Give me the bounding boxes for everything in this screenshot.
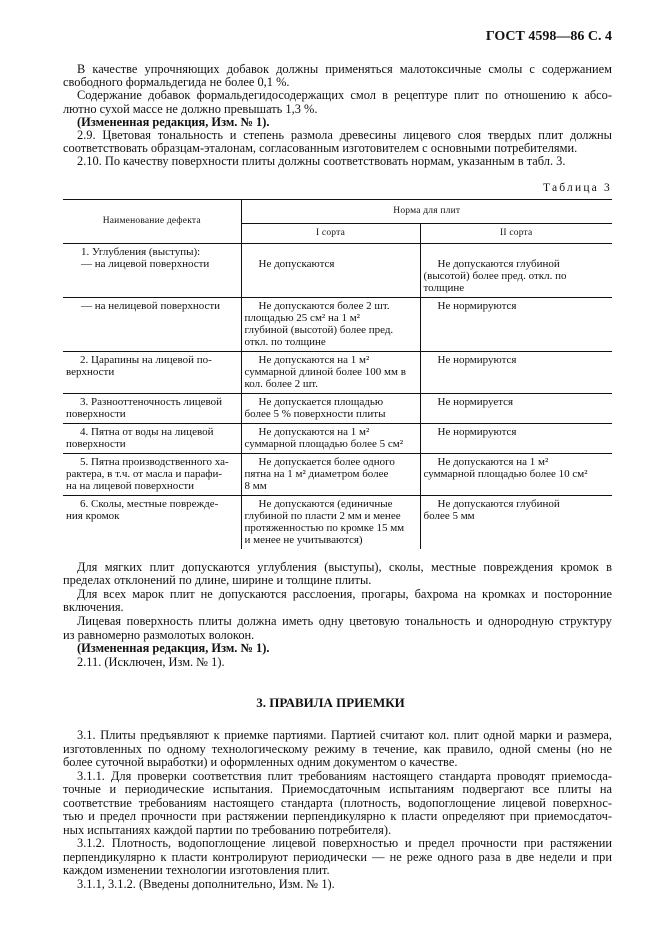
paragraph-line: В качестве упрочняющих добавок должны применяться малотоксичные смолы с содержанием (77, 62, 612, 76)
cell-defect: 1. Углубления (выступы): — на лицевой поверхности (63, 243, 241, 297)
table-row (63, 495, 612, 549)
table-row (63, 351, 612, 393)
cell-grade2: Не нормируется (437, 395, 514, 408)
col-header-defect: Наименование дефекта (63, 199, 241, 243)
cell-grade2: Не нормируются (420, 297, 612, 351)
cell-defect: 6. Сколы, местные поврежде- ния кромок (63, 495, 241, 549)
paragraph-line: Для мягких плит допускаются углубления (выступы), сколы, местные повреждения кромок в (77, 559, 612, 574)
paragraph-line: соответствовать образцам-эталонам, согласованным изготовителем с основными потребителями. (63, 141, 578, 156)
table-header-row (63, 199, 612, 223)
paragraph-line: 2.10. По качеству поверхности плиты должны соответствовать нормам, указанным в табл. 3. (77, 154, 566, 169)
cell-grade2: Не нормируются (437, 353, 517, 366)
cell-defect: 3. Разнооттеночность лицевой поверхности (63, 393, 241, 423)
col-header-grade2: II сорта (500, 227, 533, 238)
paragraph-line: каждом изменении технологии изготовления плит. (63, 863, 330, 878)
cell-grade1: Не допускаются на 1 м² суммарной площадью более 5 см² (241, 423, 420, 453)
cell-grade2: Не допускаются глубиной более 5 мм (423, 497, 560, 522)
paragraph-line: 2.11. (Исключен, Изм. № 1). (77, 654, 225, 669)
cell-grade1: Не допускаются на 1 м² суммарной длиной более 100 мм в кол. более 2 шт. (241, 351, 420, 393)
cell-grade1: Не допускаются (241, 243, 420, 297)
paragraph-line: соответствие требованиям настоящего стандарта (плотность, водопоглощение лицевой поверхнос- (63, 795, 612, 810)
paragraph-line: Содержание добавок формальдегидосодержащих смол в рецептуре плит по отношению к абсо- (77, 88, 612, 103)
paragraph-line: Лицевая поверхность плиты должна иметь одну цветовую тональность и однородную структуру (77, 614, 612, 628)
cell-grade2: Не допускаются глубиной (высотой) более пред. откл. по толщине (423, 257, 567, 294)
cell-grade2: Не допускаются на 1 м² суммарной площадью более 10 см² (423, 455, 588, 480)
section-heading: 3. ПРАВИЛА ПРИЕМКИ (256, 695, 405, 711)
paragraph-line: лютно сухой массе не должно превышать 1,3 %. (63, 101, 318, 116)
paragraph-line: 3.1.1, 3.1.2. (Введены дополнительно, Изм. № 1). (77, 876, 335, 891)
col-header-grade1: I сорта (241, 223, 420, 243)
cell-grade2: Не нормируются (437, 425, 517, 438)
table-row (63, 297, 612, 351)
table-row (63, 393, 612, 423)
cell-grade1: Не допускается площадью более 5 % поверхности плиты (241, 393, 420, 423)
paragraph-line: пределах отклонений по длине, ширине и толщине плиты. (63, 573, 372, 588)
col-header-norm: Норма для плит (241, 199, 612, 223)
amendment-note-line: (Измененная редакция, Изм. № 1). (77, 641, 270, 656)
paragraph-line: включения. (63, 600, 124, 615)
cell-grade1: Не допускается более одного пятна на 1 м² диаметром более 8 мм (241, 453, 420, 495)
table-row (63, 423, 612, 453)
paragraph-line: более суточной выработки) и оформленных одним документом о качестве. (63, 755, 458, 770)
cell-grade1: Не допускаются (единичные глубиной по пласти 2 мм и менее протяженностью по кромке 15 мм и менее не учитываются) (241, 495, 420, 549)
paragraph-line: 3.1. Плиты предъявляют к приемке партиями. Партией считают кол. плит одной марки и размера, (77, 728, 612, 743)
section3-text (63, 729, 612, 891)
table-row (63, 453, 612, 495)
paragraph-line: Для всех марок плит не допускаются расслоения, прогары, бахрома на кромках и посторонние (77, 586, 612, 601)
paragraph-line: 3.1.1. Для проверки соответствия плит требованиям настоящего стандарта проводят приемосда- (77, 768, 612, 783)
page-header: ГОСТ 4598—86 С. 4 (485, 29, 612, 44)
table-caption: Таблица 3 (543, 181, 612, 194)
table-row (63, 243, 612, 297)
paragraph-line: ных испытаниях каждой партии по требованию потребителя). (63, 822, 392, 837)
cell-defect: 4. Пятна от воды на лицевой поверхности (63, 423, 241, 453)
intro-text (63, 63, 612, 169)
cell-defect: 5. Пятна производственного ха- рактера, в т.ч. от масла и парафи- на на лицевой поверхности (63, 453, 241, 495)
paragraph-line: из равномерно размолотых волокон. (63, 627, 255, 642)
paragraph-line: перпендикулярно к пласти контролируют периодически — не реже одного раза в две недели и при (63, 849, 612, 864)
paragraph-line: тью и предел прочности при растяжении перпендикулярно к пласти определяют при приемосдаточ- (63, 809, 612, 824)
defects-table (63, 199, 612, 549)
cell-defect: 2. Царапины на лицевой по- верхности (63, 351, 241, 393)
cell-defect: — на нелицевой поверхности (63, 297, 241, 351)
paragraph-line: точные и периодические испытания. Приемосдаточным испытаниям подвергают все плиты на (63, 782, 612, 797)
paragraph-line: 2.9. Цветовая тональность и степень размола древесины лицевого слоя твердых плит должны (77, 128, 612, 143)
paragraph-line: свободного формальдегида не более 0,1 %. (63, 75, 290, 90)
paragraph-line: 3.1.2. Плотность, водопоглощение лицевой поверхностью и предел прочности при растяжении (77, 836, 612, 851)
post-table-text (63, 561, 612, 670)
paragraph-line: изготовленных по одному технологическому режиму в течение, как правило, одной смены (но не (63, 741, 612, 756)
cell-grade1: Не допускаются более 2 шт. площадью 25 см² на 1 м² глубиной (высотой) более пред. откл. по толщине (241, 297, 420, 351)
amendment-note-line: (Измененная редакция, Изм. № 1). (77, 114, 270, 129)
